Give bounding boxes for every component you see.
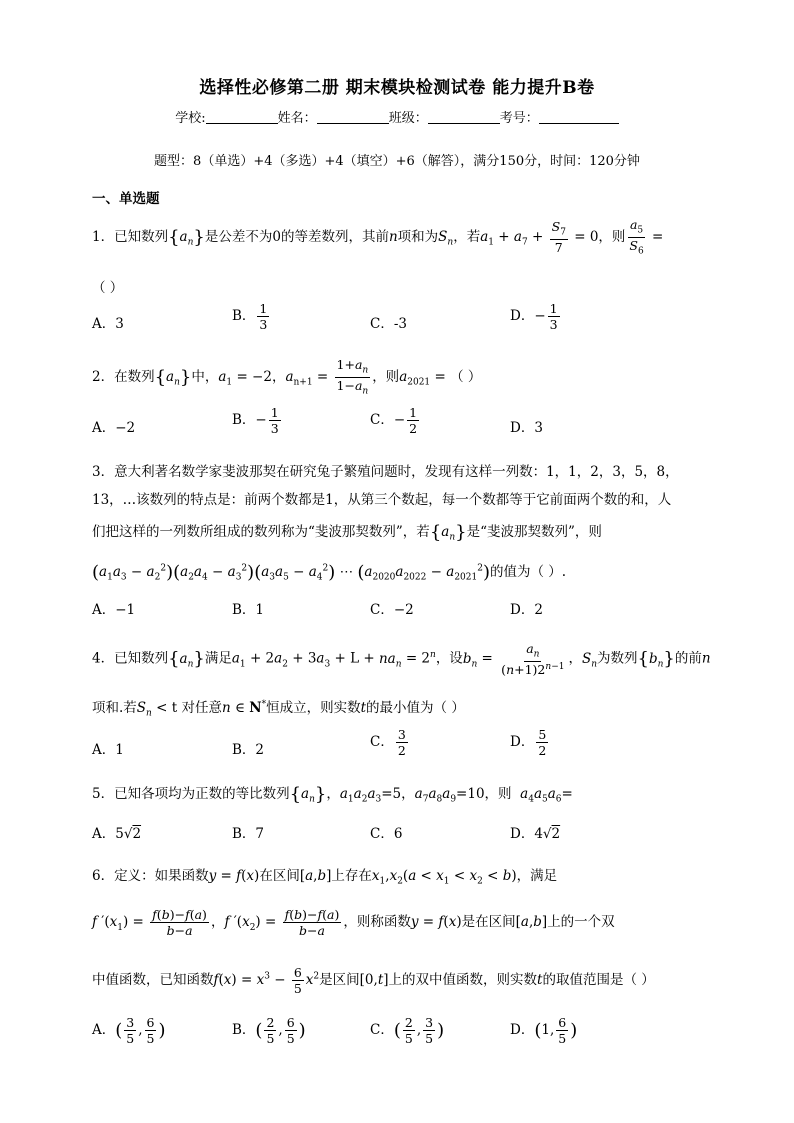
exam-no-blank[interactable] (539, 109, 619, 124)
question-6-line1: 6．定义：如果函数y = f(x)在区间[a,b]上存在$x_1,x_2(a < x_1 < x_2 < b)$，满足 (92, 868, 558, 887)
option-c[interactable]: C．-3 (370, 316, 407, 332)
question-3-line2: 13，…该数列的特点是：前两个数都是1，从第三个数起，每一个数都等于它前面两个数的和，人 (92, 492, 672, 508)
option-d[interactable]: D． $\frac{5}{2}$ (510, 727, 547, 759)
option-c[interactable]: C． $\frac{3}{2}$ (370, 727, 406, 759)
exam-meta: 题型：8（单选）+4（多选）+4（填空）+6（解答），满分150分，时间：120分钟 (154, 154, 640, 169)
question-1-options (92, 301, 792, 342)
option-b[interactable]: B．7 (232, 826, 265, 842)
option-d[interactable]: D．2 (510, 602, 543, 618)
option-a[interactable]: A．1 (92, 742, 124, 758)
exam-no-label: 考号： (499, 111, 539, 126)
option-c[interactable]: C．− $\frac{1}{2}$ (370, 405, 418, 437)
school-blank[interactable] (206, 109, 278, 124)
section-title: 一、单选题 (92, 191, 160, 207)
option-c[interactable]: C．( $\frac{2}{5}$ , $\frac{3}{5}$ ) (370, 1015, 445, 1047)
option-d[interactable]: D．3 (510, 420, 543, 436)
option-d[interactable]: D．(1, $\frac{6}{5}$ ) (510, 1015, 578, 1047)
question-3-line4: $(a_1a_3 - a_2^2)(a_2a_4 - a_3^2)(a_3a_5 - a_4^2)$ ⋯ $(a_{2020}a_{2022} - a_{2021}^2)$的值为（ ）. (92, 562, 567, 583)
question-2: 2．在数列$\{a_n\}$中，$a_1 = -2$，$a_{n+1}$ = $\frac{1+a_n}{1-a_n}$ ，则$a_{2021}$ = （ ） (92, 357, 482, 397)
question-1-paren: （ ） (92, 280, 124, 296)
option-b[interactable]: B．2 (232, 742, 265, 758)
student-info-line (0, 107, 794, 126)
question-6-line2: f $'(x_1)$ = $\frac{f(b)-f(a)}{b-a}$ ，f $'(x_2)$ = $\frac{f(b)-f(a)}{b-a}$ ，则称函数y = f(x)是在区间[a,b]上的一个双 (92, 907, 615, 939)
option-a[interactable]: A．( $\frac{3}{5}$ , $\frac{6}{5}$ ) (92, 1015, 166, 1047)
question-5-options (92, 822, 792, 846)
question-4-line2: 项和.若$S_n < t$ 对任意n ∈ N*恒成立，则实数t的最小值为（ ） (92, 699, 465, 719)
question-3-line3: 们把这样的一列数所组成的数列称为“斐波那契数列”，若$\{a_n\}$是“斐波那契数列”，则 (92, 522, 602, 543)
name-label: 姓名： (277, 111, 317, 126)
question-6-options (92, 1016, 792, 1048)
question-3-options (92, 598, 792, 622)
question-4-line1: 4．已知数列$\{a_n\}$满足$a_1 + 2a_2 + 3a_3 + L + na_n = 2^n$，设$b_n$ = $\frac{a_n}{(n+1)2^{n-1}}$ ，$S_n$为数列$\{b_n\}$的前n (92, 641, 711, 678)
option-a[interactable]: A．−1 (92, 602, 136, 618)
name-blank[interactable] (317, 109, 389, 124)
option-a[interactable]: A．5√2 (92, 826, 142, 842)
class-label: 班级： (388, 111, 428, 126)
option-d[interactable]: D．4√2 (510, 826, 561, 842)
option-b[interactable]: B．1 (232, 602, 265, 618)
option-b[interactable]: B．( $\frac{2}{5}$ , $\frac{6}{5}$ ) (232, 1015, 306, 1047)
option-b[interactable]: B． $\frac{1}{3}$ (232, 301, 268, 333)
class-blank[interactable] (428, 109, 500, 124)
option-b[interactable]: B．− $\frac{1}{3}$ (232, 405, 279, 437)
question-6-line3: 中值函数，已知函数$f(x) = x^3$ − $\frac{6}{5}$ $x^2$是区间[0,t]上的双中值函数，则实数t的取值范围是（ ） (92, 965, 655, 997)
question-2-options (92, 405, 792, 446)
question-5: 5．已知各项均为正数的等比数列$\{a_n\}$，$a_1a_2a_3=5$，$a_7a_8a_9=10$，则 $a_4a_5a_6=$ (92, 784, 573, 805)
option-d[interactable]: D．− $\frac{1}{3}$ (510, 301, 558, 333)
option-a[interactable]: A．−2 (92, 420, 136, 436)
option-c[interactable]: C．6 (370, 826, 403, 842)
question-3-line1: 3．意大利著名数学家斐波那契在研究兔子繁殖问题时，发现有这样一列数：1，1，2，3，5，8， (92, 464, 679, 480)
page-title: 选择性必修第二册 期末模块检测试卷 能力提升B卷 (199, 78, 595, 98)
option-c[interactable]: C．−2 (370, 602, 414, 618)
option-a[interactable]: A．3 (92, 316, 124, 332)
question-1: 1．已知数列$\{a_n\}$是公差不为0的等差数列，其前n项和为$S_n$，若$a_1 + a_7$ + $\frac{S_7}{7}$ = 0，则 $\frac{a_5}{S_6}$ = (92, 217, 664, 257)
question-4-options (92, 727, 792, 768)
school-label: 学校: (175, 111, 206, 126)
